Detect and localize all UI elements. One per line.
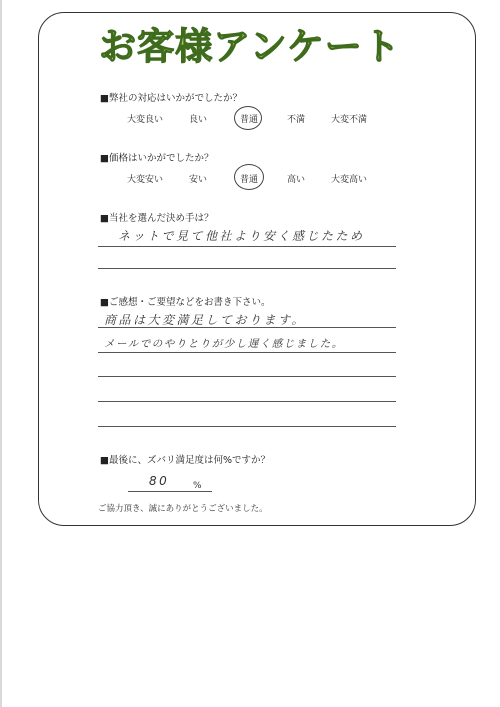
question-price: ■価格はいかがでしたか？ (100, 153, 214, 164)
option-price-cheap[interactable]: 安い (189, 175, 208, 185)
scan-edge (0, 0, 2, 707)
selected-circle-service (234, 106, 262, 130)
option-service-good[interactable]: 良い (189, 115, 208, 125)
question-service: ■弊社の対応はいかがでしたか？ (100, 93, 242, 104)
question-comments: ■ご感想・ご要望などをお書き下さい。 (100, 297, 271, 308)
option-price-very-expensive[interactable]: 大変高い (331, 175, 368, 185)
answer-comments-line-2: メールでのやりとりが少し遅く感じました。 (104, 338, 344, 350)
selected-circle-price (234, 164, 264, 190)
percent-unit: % (193, 481, 202, 491)
option-price-very-cheap[interactable]: 大変安い (127, 175, 164, 185)
answer-comments-line-1: 商品は大変満足しております。 (104, 313, 307, 327)
answer-satisfaction: 80 (149, 474, 170, 488)
answer-deciding-factor: ネットで見て他社より安く感じたため (118, 229, 365, 243)
option-service-dissatisfied[interactable]: 不満 (287, 115, 306, 125)
answer-line-2 (98, 268, 396, 269)
option-service-average[interactable]: 普通 (240, 115, 259, 125)
answer-line-1 (98, 246, 396, 247)
option-service-very-dissatisfied[interactable]: 大変不満 (331, 115, 368, 125)
comment-line-4 (98, 401, 396, 402)
comment-line-1 (98, 327, 396, 328)
thank-you-note: ご協力頂き、誠にありがとうございました。 (98, 504, 268, 514)
question-deciding-factor: ■当社を選んだ決め手は？ (100, 213, 214, 224)
comment-line-5 (98, 426, 396, 427)
option-price-average[interactable]: 普通 (240, 175, 259, 185)
question-satisfaction: ■最後に、ズバリ満足度は何%ですか？ (100, 455, 271, 466)
comment-line-2 (98, 352, 396, 353)
comment-line-3 (98, 376, 396, 377)
satisfaction-line (128, 491, 212, 492)
option-price-expensive[interactable]: 高い (287, 175, 306, 185)
survey-title: お客様アンケート (99, 25, 401, 68)
option-service-very-good[interactable]: 大変良い (127, 115, 164, 125)
